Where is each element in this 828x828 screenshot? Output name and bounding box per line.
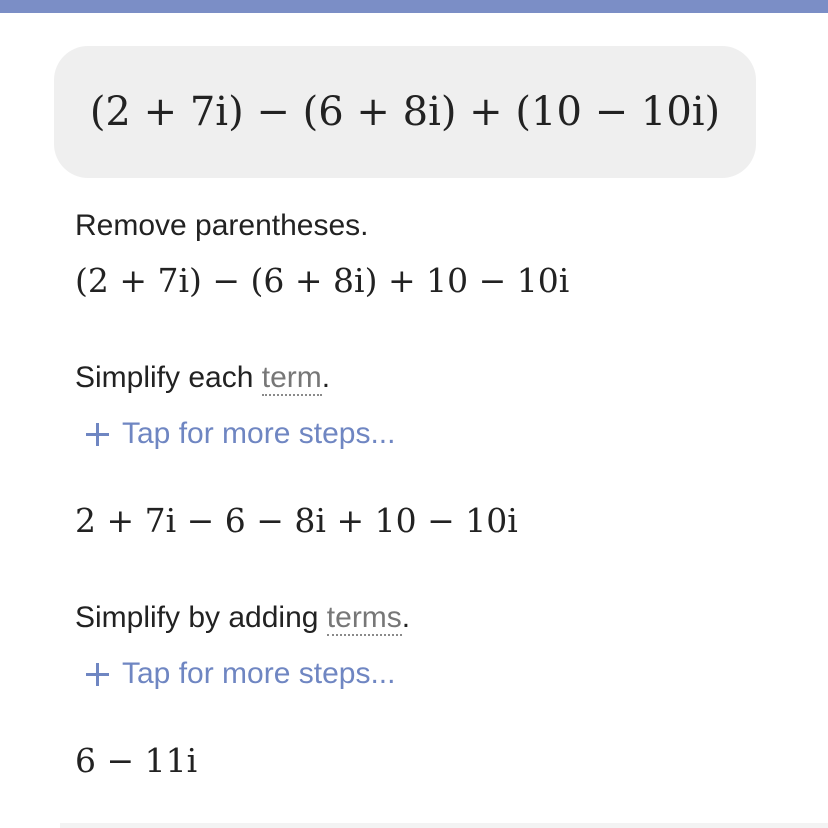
step-3-label-suffix: .	[401, 601, 411, 634]
final-result: 6 − 11i	[75, 741, 198, 780]
step-3-label	[75, 601, 410, 635]
bottom-edge	[60, 823, 828, 828]
step-2-label-suffix: .	[321, 361, 331, 394]
step-2-label	[75, 361, 330, 395]
problem-box	[54, 46, 756, 178]
step-3-label-prefix: Simplify by adding	[75, 601, 327, 634]
step-3-more-steps-label: Tap for more steps...	[122, 657, 396, 690]
step-1-label: Remove parentheses.	[75, 209, 369, 242]
step-2-more-steps-button[interactable]	[86, 417, 395, 451]
step-3-more-steps-button[interactable]	[86, 657, 395, 691]
problem-expression: (2 + 7i) − (6 + 8i) + (10 − 10i)	[89, 89, 721, 135]
plus-icon	[86, 423, 109, 446]
plus-icon	[86, 663, 109, 686]
term-definition-link[interactable]: term	[261, 361, 322, 394]
step-2-label-prefix: Simplify each	[75, 361, 262, 394]
step-2-result: 2 + 7i − 6 − 8i + 10 − 10i	[75, 501, 518, 540]
top-bar	[0, 0, 828, 13]
step-1-result: (2 + 7i) − (6 + 8i) + 10 − 10i	[75, 261, 570, 300]
terms-definition-link[interactable]: terms	[326, 601, 402, 634]
step-2-more-steps-label: Tap for more steps...	[122, 417, 396, 450]
